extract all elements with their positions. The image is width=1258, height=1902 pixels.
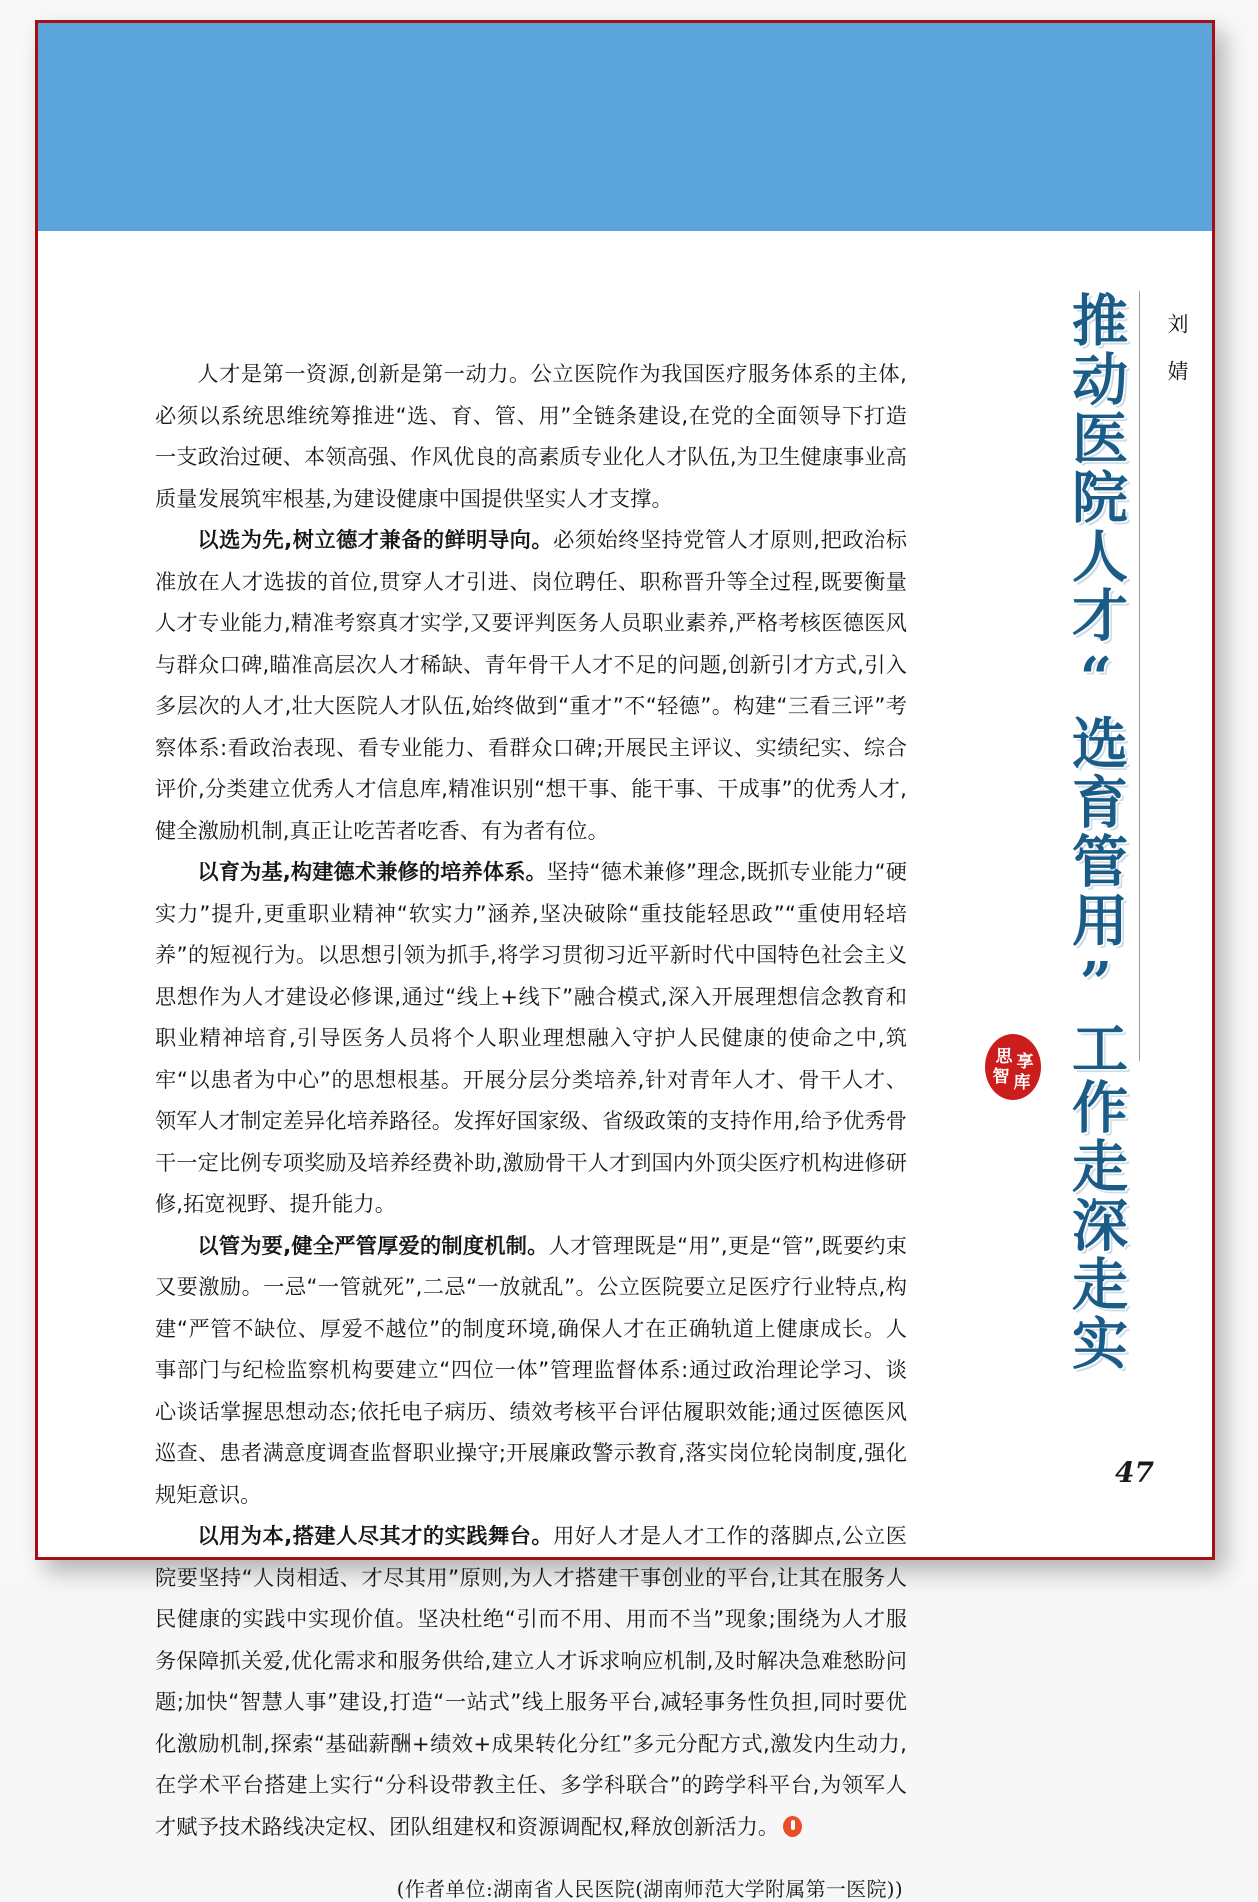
svg-text:库: 库 xyxy=(1013,1073,1031,1093)
title-divider xyxy=(1139,291,1140,1061)
author-byline: 刘婧 xyxy=(1165,313,1189,407)
paragraph-5 xyxy=(155,1515,907,1847)
top-blue-banner xyxy=(38,23,1212,231)
seal-icon xyxy=(982,1031,1044,1103)
red-seal-stamp xyxy=(982,1031,1044,1103)
svg-text:享: 享 xyxy=(1016,1052,1034,1072)
paragraph-3-text: 坚持“德术兼修”理念,既抓专业能力“硬实力”提升,更重职业精神“软实力”涵养,坚决破除“重技能轻思政”“重使用轻培养”的短视行为。以思想引领为抓手,将学习贯彻习近平新时代中国特色社会主义思想作为人才建设必修课,通过“线上+线下”融合模式,深入开展理想信念教育和职业精神培育,引导医务人员将个人职业理想融入守护人民健康的使命之中,筑牢“以患者为中心”的思想根基。开展分层分类培养,针对青年人才、骨干人才、领军人才制定差异化培养路径。发挥好国家级、省级政策的支持作用,给予优秀骨干一定比例专项奖励及培养经费补助,激励骨干人才到国内外顶尖医疗机构进修研修,拓宽视野、提升能力。 xyxy=(155,859,907,1216)
paragraph-3-lead: 以育为基,构建德术兼修的培养体系。 xyxy=(197,859,547,884)
author-affiliation: (作者单位:湖南省人民医院(湖南师范大学附属第一医院)) xyxy=(396,1877,903,1901)
paragraph-4-lead: 以管为要,健全严管厚爱的制度机制。 xyxy=(197,1232,549,1258)
paragraph-1-text: 人才是第一资源,创新是第一动力。公立医院作为我国医疗服务体系的主体,必须以系统思维统筹推进“选、育、管、用”全链条建设,在党的全面领导下打造一支政治过硬、本领高强、作风优良的高素质专业化人才队伍,为卫生健康事业高质量发展筑牢根基,为建设健康中国提供坚实人才支撑。 xyxy=(155,361,907,511)
paragraph-4-text: 人才管理既是“用”,更是“管”,既要约束又要激励。一忌“一管就死”,二忌“一放就乱”。公立医院要立足医疗行业特点,构建“严管不缺位、厚爱不越位”的制度环境,确保人才在正确轨道上健康成长。人事部门与纪检监察机构要建立“四位一体”管理监督体系:通过政治理论学习、谈心谈话掌握思想动态;依托电子病历、绩效考核平台评估履职效能;通过医德医风巡查、患者满意度调查监督职业操守;开展廉政警示教育,落实岗位轮岗制度,强化规矩意识。 xyxy=(155,1232,907,1507)
paragraph-2-text: 必须始终坚持党管人才原则,把政治标准放在人才选拔的首位,贯穿人才引进、岗位聘任、职称晋升等全过程,既要衡量人才专业能力,精准考察真才实学,又要评判医务人员职业素养,严格考核医德医风与群众口碑,瞄准高层次人才稀缺、青年骨干人才不足的问题,创新引才方式,引入多层次的人才,壮大医院人才队伍,始终做到“重才”不“轻德”。构建“三看三评”考察体系:看政治表现、看专业能力、看群众口碑;开展民主评议、实绩纪实、综合评价,分类建立优秀人才信息库,精准识别“想干事、能干事、干成事”的优秀人才,健全激励机制,真正让吃苦者吃香、有为者有位。 xyxy=(155,527,908,843)
paragraph-3 xyxy=(155,851,907,1225)
headline-block xyxy=(1063,291,1192,1373)
paragraph-1 xyxy=(155,353,907,519)
paragraph-2-lead: 以选为先,树立德才兼备的鲜明导向。 xyxy=(197,527,554,552)
svg-text:智: 智 xyxy=(992,1067,1010,1087)
page-sheet xyxy=(35,20,1215,1901)
page-title: 推动医院人才“选育管用”工作走深走实 xyxy=(1063,291,1129,1373)
svg-text:思: 思 xyxy=(995,1047,1013,1067)
paragraph-4 xyxy=(155,1225,907,1516)
paragraph-5-text: 用好人才是人才工作的落脚点,公立医院要坚持“人岗相适、才尽其用”原则,为人才搭建干事创业的平台,让其在服务人民健康的实践中实现价值。坚决杜绝“引而不用、用而不当”现象;围绕为人才服务保障抓关爱,优化需求和服务供给,建立人才诉求响应机制,及时解决急难愁盼问题;加快“智慧人事”建设,打造“一站式”线上服务平台,减轻事务性负担,同时要优化激励机制,探索“基础薪酬+绩效+成果转化分红”多元分配方式,激发内生动力,在学术平台搭建上实行“分科设带教主任、多学科联合”的跨学科平台,为领军人才赋予技术路线决定权、团队组建权和资源调配权,释放创新活力。 xyxy=(155,1523,908,1839)
page-content xyxy=(38,231,1212,1901)
paragraph-2 xyxy=(155,519,907,851)
article-body xyxy=(155,353,907,1902)
end-mark-icon xyxy=(783,1816,802,1837)
page-number: 47 xyxy=(1115,1456,1154,1489)
paragraph-5-lead: 以用为本,搭建人尽其才的实践舞台。 xyxy=(197,1523,554,1548)
